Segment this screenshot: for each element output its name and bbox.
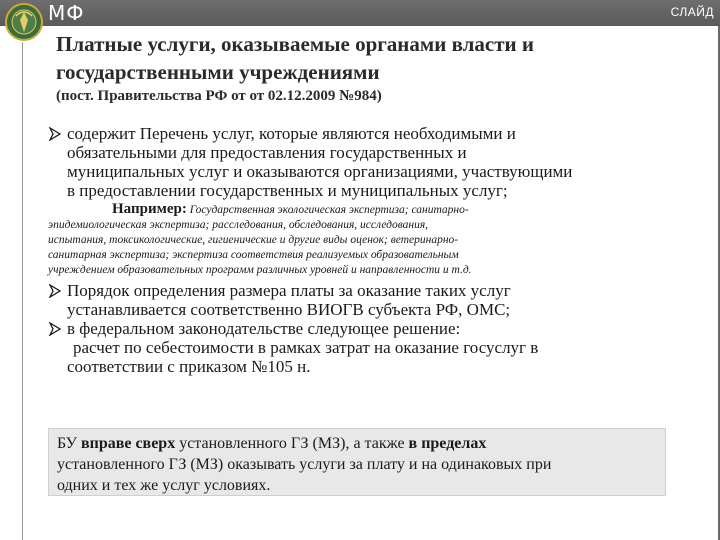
callout-line-1 xyxy=(57,433,657,454)
example-text: испытания, токсикологические, гигиенические и другие виды оценок; ветеринарно- xyxy=(48,234,459,246)
example-lead: Например: xyxy=(112,201,187,217)
top-bar xyxy=(0,0,720,26)
bullet-text: расчет по себестоимости в рамках затрат на оказание госуслуг в xyxy=(73,338,539,357)
example-block xyxy=(48,202,678,278)
arrow-bullet-icon xyxy=(48,284,62,298)
brand-logo-text: МФ xyxy=(48,1,85,25)
bullet-item-1 xyxy=(48,124,678,200)
example-text: санитарная экспертиза; экспертиза соответствия реализуемых образовательным xyxy=(48,249,459,261)
callout-text: установленного ГЗ (МЗ), а также xyxy=(175,435,409,452)
slide-label: СЛАЙД xyxy=(670,5,714,19)
bullet-text: Порядок определения размера платы за оказание таких услуг xyxy=(67,281,511,300)
page-subtitle: (пост. Правительства РФ от от 02.12.2009 №984) xyxy=(56,88,382,104)
page-title xyxy=(56,30,676,86)
left-divider xyxy=(22,42,23,540)
example-text: эпидемиологическая экспертиза; расследования, обследования, исследования, xyxy=(48,219,429,231)
bullet-text: муниципальных услуг и оказываются организациями, участвующими xyxy=(67,162,573,181)
callout-line-2: установленного ГЗ (МЗ) оказывать услуги за плату и на одинаковых при xyxy=(57,456,552,473)
bullet-text: в федеральном законодательстве следующее решение: xyxy=(67,319,461,338)
callout-bold-text: вправе сверх xyxy=(80,435,176,452)
bullet-text: устанавливается соответственно ВИОГВ субъекта РФ, ОМС; xyxy=(67,300,511,319)
bullet-item-2 xyxy=(48,281,678,319)
emblem-icon xyxy=(4,2,44,42)
bullet-item-3 xyxy=(48,319,678,376)
example-text: учреждением образовательных программ различных уровней и направленности и т.д. xyxy=(48,264,472,276)
title-line-1: Платные услуги, оказываемые органами власти и xyxy=(56,32,534,56)
bullet-text: содержит Перечень услуг, которые являются необходимыми и xyxy=(67,124,516,143)
callout-text: БУ xyxy=(57,435,81,452)
callout-bold-text: в пределах xyxy=(408,435,487,452)
callout-box xyxy=(48,428,666,496)
example-text: Государственная экологическая экспертиза; санитарно- xyxy=(189,204,469,216)
arrow-bullet-icon xyxy=(48,127,62,141)
callout-line-3: одних и тех же услуг условиях. xyxy=(57,477,271,494)
arrow-bullet-icon xyxy=(48,322,62,336)
bullet-text: соответствии с приказом №105 н. xyxy=(67,357,311,376)
bullet-text: в предоставлении государственных и муниципальных услуг; xyxy=(67,181,508,200)
main-content xyxy=(48,124,678,376)
bullet-text: обязательными для предоставления государственных и xyxy=(67,143,467,162)
title-line-2: государственными учреждениями xyxy=(56,60,380,84)
